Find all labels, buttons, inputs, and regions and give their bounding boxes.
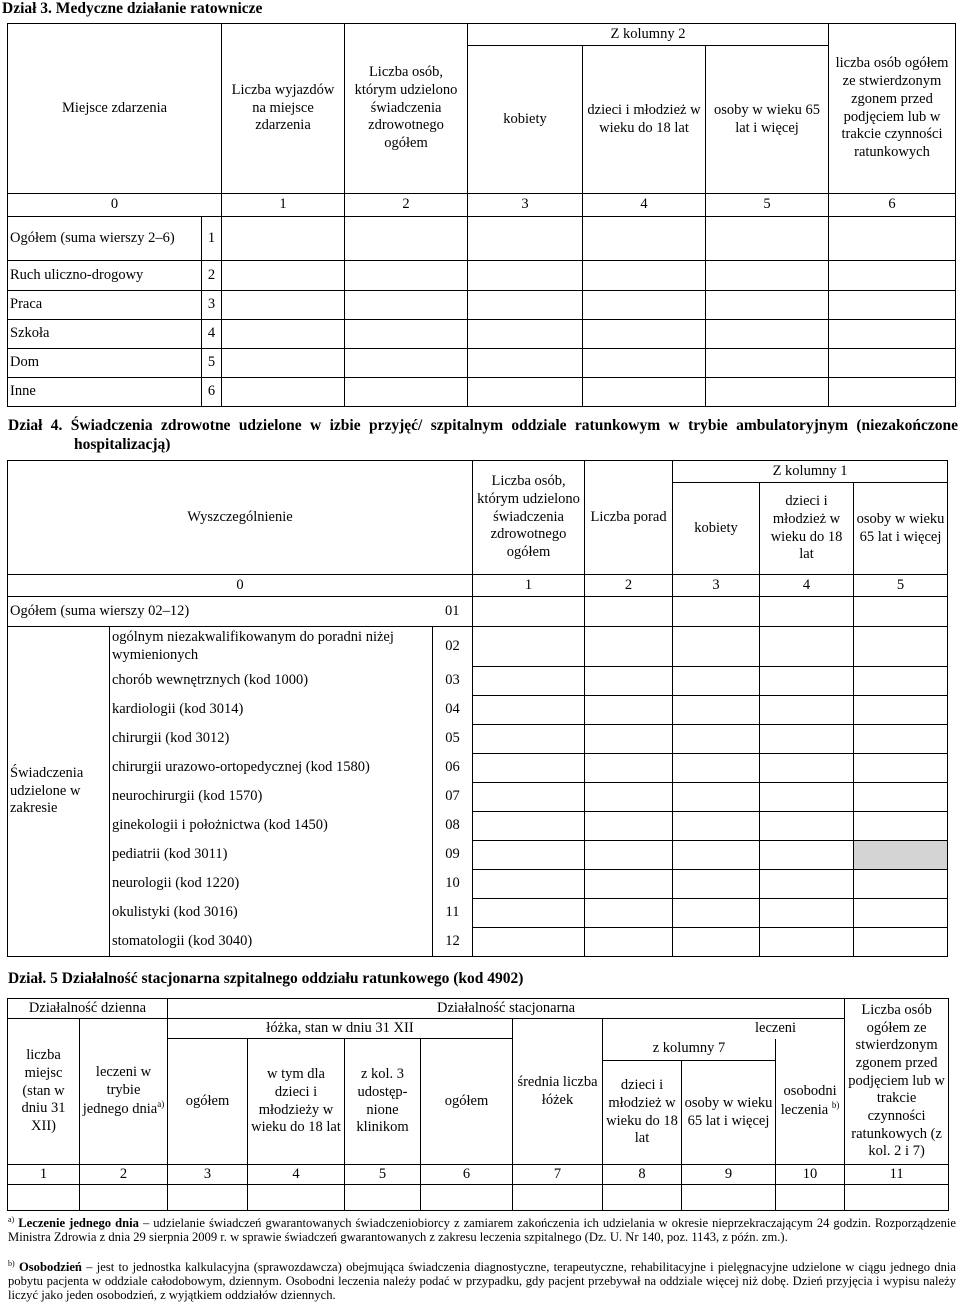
row-code: 06: [433, 754, 473, 783]
input-cell[interactable]: [468, 217, 583, 261]
input-cell[interactable]: [673, 870, 760, 899]
colnum: 4: [760, 575, 854, 597]
input-cell[interactable]: [673, 899, 760, 928]
input-cell[interactable]: [585, 899, 673, 928]
row-code: 02: [433, 627, 473, 667]
input-cell[interactable]: [473, 696, 585, 725]
input-cell[interactable]: [829, 349, 956, 378]
input-cell[interactable]: [473, 667, 585, 696]
group-label: Świadczenia udzielone w zakresie: [8, 627, 110, 957]
input-cell[interactable]: [585, 783, 673, 812]
input-cell[interactable]: [473, 783, 585, 812]
row-label: Praca: [8, 291, 202, 320]
input-cell[interactable]: [760, 812, 854, 841]
row-label: chirurgii urazowo-ortopedycznej (kod 1580): [110, 754, 433, 783]
input-cell[interactable]: [473, 754, 585, 783]
input-cell[interactable]: [468, 349, 583, 378]
input-cell[interactable]: [673, 627, 760, 667]
input-cell[interactable]: [854, 667, 948, 696]
section5-title: Dział. 5 Działalność stacjonarna szpitalnego oddziału ratunkowego (kod 4902): [8, 970, 524, 987]
row-label: neurologii (kod 1220): [110, 870, 433, 899]
input-cell[interactable]: [8, 1185, 80, 1211]
input-cell[interactable]: [673, 725, 760, 754]
input-cell[interactable]: [760, 754, 854, 783]
input-cell[interactable]: [583, 378, 706, 407]
input-cell[interactable]: [345, 349, 468, 378]
header-dzienna: Działalność dzienna: [8, 999, 168, 1019]
colnum: 3: [168, 1165, 248, 1185]
row-label: Ruch uliczno-drogowy: [8, 261, 202, 291]
input-cell[interactable]: [473, 841, 585, 870]
input-cell[interactable]: [345, 291, 468, 320]
input-cell[interactable]: [854, 928, 948, 957]
row-label: okulistyki (kod 3016): [110, 899, 433, 928]
input-cell[interactable]: [583, 291, 706, 320]
input-cell[interactable]: [222, 320, 345, 349]
input-cell[interactable]: [706, 320, 829, 349]
header-dzieci-lozka: w tym dla dzieci i młodzieży w wieku do 18 lat: [248, 1039, 345, 1165]
colnum: 4: [248, 1165, 345, 1185]
input-cell[interactable]: [829, 320, 956, 349]
input-cell[interactable]: [468, 261, 583, 291]
input-cell[interactable]: [473, 725, 585, 754]
input-cell[interactable]: [345, 261, 468, 291]
input-cell[interactable]: [829, 217, 956, 261]
row-code: 5: [202, 349, 222, 378]
colnum: 0: [8, 575, 473, 597]
colnum: 3: [468, 194, 583, 217]
header-leczeni: leczeni: [603, 1019, 949, 1039]
section3-title: Dział 3. Medyczne działanie ratownicze: [2, 0, 263, 17]
input-cell[interactable]: [673, 597, 760, 627]
row-code: 11: [433, 899, 473, 928]
input-cell[interactable]: [222, 349, 345, 378]
input-cell[interactable]: [760, 841, 854, 870]
input-cell[interactable]: [760, 597, 854, 627]
input-cell[interactable]: [829, 291, 956, 320]
colnum: 1: [222, 194, 345, 217]
row-label: Ogółem (suma wierszy 2–6): [8, 217, 202, 261]
input-cell[interactable]: [673, 696, 760, 725]
colnum: 5: [854, 575, 948, 597]
header-z-kolumny-1: Z kolumny 1: [673, 461, 948, 483]
input-cell[interactable]: [854, 783, 948, 812]
input-cell[interactable]: [513, 1185, 603, 1211]
colnum: 6: [829, 194, 956, 217]
disabled-cell: [854, 841, 948, 870]
header-z-kolumny-7: z kolumny 7: [603, 1039, 776, 1061]
row-code: 3: [202, 291, 222, 320]
row-code: 01: [433, 597, 473, 627]
input-cell[interactable]: [760, 696, 854, 725]
row-code: 12: [433, 928, 473, 957]
input-cell[interactable]: [760, 783, 854, 812]
input-cell[interactable]: [473, 597, 585, 627]
input-cell[interactable]: [829, 261, 956, 291]
header-kobiety: kobiety: [673, 483, 760, 575]
input-cell[interactable]: [760, 627, 854, 667]
row-label: stomatologii (kod 3040): [110, 928, 433, 957]
input-cell[interactable]: [345, 378, 468, 407]
row-label: kardiologii (kod 3014): [110, 696, 433, 725]
input-cell[interactable]: [222, 378, 345, 407]
input-cell[interactable]: [583, 261, 706, 291]
row-label: neurochirurgii (kod 1570): [110, 783, 433, 812]
header-stacjonarna: Działalność stacjonarna: [168, 999, 845, 1019]
header-zgony: Liczba osób ogółem ze stwierdzonym zgonem przed podjęciem lub w trakcie czynności ratunkowych (z kol. 2 i 7): [845, 999, 949, 1165]
input-cell[interactable]: [706, 217, 829, 261]
row-code: 1: [202, 217, 222, 261]
input-cell[interactable]: [80, 1185, 168, 1211]
input-cell[interactable]: [585, 841, 673, 870]
input-cell[interactable]: [222, 261, 345, 291]
input-cell[interactable]: [473, 627, 585, 667]
row-code: 03: [433, 667, 473, 696]
header-osoby: Liczba osób, którym udzielono świadczenia zdrowotnego ogółem: [345, 24, 468, 194]
header-lozka: łóżka, stan w dniu 31 XII: [168, 1019, 513, 1039]
row-label: chirurgii (kod 3012): [110, 725, 433, 754]
input-cell[interactable]: [585, 870, 673, 899]
section4-title: Dział 4. Świadczenia zdrowotne udzielone w izbie przyjęć/ szpitalnym oddziale ratunkowym w trybie ambulatoryjnym (niezakończone hospitalizacją): [8, 417, 958, 453]
row-label: chorób wewnętrznych (kod 1000): [110, 667, 433, 696]
input-cell[interactable]: [845, 1185, 949, 1211]
input-cell[interactable]: [673, 812, 760, 841]
row-label: ginekologii i położnictwa (kod 1450): [110, 812, 433, 841]
input-cell[interactable]: [706, 378, 829, 407]
colnum: 2: [585, 575, 673, 597]
header-starsi: osoby w wieku 65 lat i więcej: [682, 1061, 776, 1165]
input-cell[interactable]: [468, 320, 583, 349]
input-cell[interactable]: [854, 812, 948, 841]
input-cell[interactable]: [222, 217, 345, 261]
input-cell[interactable]: [583, 349, 706, 378]
colnum: 1: [473, 575, 585, 597]
row-label: Szkoła: [8, 320, 202, 349]
input-cell[interactable]: [760, 928, 854, 957]
input-cell[interactable]: [585, 754, 673, 783]
input-cell[interactable]: [706, 349, 829, 378]
header-osobodni: osobodni leczenia $^{b)}$: [776, 1039, 845, 1165]
header-porady: Liczba porad: [585, 461, 673, 575]
input-cell[interactable]: [603, 1185, 682, 1211]
input-cell[interactable]: [706, 291, 829, 320]
colnum: 11: [845, 1165, 949, 1185]
input-cell[interactable]: [854, 597, 948, 627]
header-kobiety: kobiety: [468, 46, 583, 194]
input-cell[interactable]: [829, 378, 956, 407]
header-srednia: średnia liczba łóżek: [513, 1019, 603, 1165]
section4-table: [7, 460, 948, 957]
input-cell[interactable]: [760, 725, 854, 754]
input-cell[interactable]: [776, 1185, 845, 1211]
row-code: 09: [433, 841, 473, 870]
input-cell[interactable]: [673, 841, 760, 870]
header-zgony: liczba osób ogółem ze stwierdzonym zgonem przed podjęciem lub w trakcie czynności ratunkowych: [829, 24, 956, 194]
header-dzieci: dzieci i młodzież w wieku do 18 lat: [583, 46, 706, 194]
header-wyszczegolnienie: Wyszczególnienie: [8, 461, 473, 575]
input-cell[interactable]: [168, 1185, 248, 1211]
colnum: 10: [776, 1165, 845, 1185]
header-dzieci: dzieci i młodzież w wieku do 18 lat: [760, 483, 854, 575]
input-cell[interactable]: [473, 928, 585, 957]
input-cell[interactable]: [468, 378, 583, 407]
header-ogolem-lozka: ogółem: [168, 1039, 248, 1165]
colnum: 5: [345, 1165, 421, 1185]
input-cell[interactable]: [473, 812, 585, 841]
input-cell[interactable]: [673, 783, 760, 812]
header-leczeni-jd: leczeni w trybie jednego dnia$^{a)}$: [80, 1019, 168, 1165]
row-label: Inne: [8, 378, 202, 407]
colnum: 0: [8, 194, 222, 217]
input-cell[interactable]: [583, 320, 706, 349]
input-cell[interactable]: [585, 627, 673, 667]
header-starsi: osoby w wieku 65 lat i więcej: [854, 483, 948, 575]
colnum: 7: [513, 1165, 603, 1185]
row-code: 07: [433, 783, 473, 812]
row-code: 4: [202, 320, 222, 349]
input-cell[interactable]: [682, 1185, 776, 1211]
input-cell[interactable]: [585, 667, 673, 696]
header-z-kolumny-2: Z kolumny 2: [468, 24, 829, 46]
input-cell[interactable]: [854, 696, 948, 725]
input-cell[interactable]: [706, 261, 829, 291]
header-osoby: Liczba osób, którym udzielono świadczenia zdrowotnego ogółem: [473, 461, 585, 575]
input-cell[interactable]: [854, 754, 948, 783]
row-code: 04: [433, 696, 473, 725]
colnum: 1: [8, 1165, 80, 1185]
colnum: 4: [583, 194, 706, 217]
input-cell[interactable]: [583, 217, 706, 261]
section5-table: [7, 998, 949, 1211]
colnum: 8: [603, 1165, 682, 1185]
header-miejsce: Miejsce zdarzenia: [8, 24, 222, 194]
input-cell[interactable]: [345, 320, 468, 349]
input-cell[interactable]: [673, 754, 760, 783]
colnum: 3: [673, 575, 760, 597]
input-cell[interactable]: [585, 597, 673, 627]
row-label: Dom: [8, 349, 202, 378]
footnote-b: $^{b)}$ Osobodzień – jest to jednostka kalkulacyjna (sprawozdawcza) obejmująca świadczenia diagnostyczne, terapeutyczne, rehabilitacyjne i pielęgnacyjne udzielone w ciągu jednego dnia pobytu pacjenta w oddziale całodobowym, dziennym. Osobodni leczenia należy podać w przypadku, gdy pacjent przebywał na oddziale więcej niż dobę. Dzień przyjęcia i wypisu należy liczyć jako jeden osobodzień, z wyjątkiem oddziałów dziennych.: [8, 1259, 956, 1303]
colnum: 6: [421, 1165, 513, 1185]
input-cell[interactable]: [345, 217, 468, 261]
colnum: 9: [682, 1165, 776, 1185]
input-cell[interactable]: [673, 928, 760, 957]
header-wyjazdy: Liczba wyjazdów na miejsce zdarzenia: [222, 24, 345, 194]
section3-table: [7, 23, 956, 407]
header-ogolem-leczeni: ogółem: [421, 1039, 513, 1165]
input-cell[interactable]: [473, 870, 585, 899]
row-code: 08: [433, 812, 473, 841]
row-code: 2: [202, 261, 222, 291]
row-label: pediatrii (kod 3011): [110, 841, 433, 870]
input-cell[interactable]: [222, 291, 345, 320]
row-code: 6: [202, 378, 222, 407]
input-cell[interactable]: [854, 870, 948, 899]
input-cell[interactable]: [585, 725, 673, 754]
input-cell[interactable]: [421, 1185, 513, 1211]
input-cell[interactable]: [585, 928, 673, 957]
input-cell[interactable]: [585, 812, 673, 841]
input-cell[interactable]: [854, 627, 948, 667]
input-cell[interactable]: [248, 1185, 345, 1211]
input-cell[interactable]: [854, 899, 948, 928]
colnum: 5: [706, 194, 829, 217]
header-udostepnione: z kol. 3 udostęp-nione klinikom: [345, 1039, 421, 1165]
input-cell[interactable]: [473, 899, 585, 928]
input-cell[interactable]: [760, 870, 854, 899]
header-dzieci: dzieci i młodzież w wieku do 18 lat: [603, 1061, 682, 1165]
input-cell[interactable]: [673, 667, 760, 696]
row-label: ogólnym niezakwalifikowanym do poradni niżej wymienionych: [110, 627, 433, 667]
footnote-a: $^{a)}$ Leczenie jednego dnia – udzielanie świadczeń gwarantowanych świadczeniobiorcy z zamiarem zakończenia ich udzielania w okresie nieprzekraczającym 24 godzin. Rozporządzenie Ministra Zdrowia z dnia 29 sierpnia 2009 r. w sprawie świadczeń gwarantowanych z zakresu leczenia szpitalnego (Dz. U. Nr 140, poz. 1143, z późn. zm.).: [8, 1215, 956, 1245]
input-cell[interactable]: [854, 725, 948, 754]
input-cell[interactable]: [760, 899, 854, 928]
row-label-total: Ogółem (suma wierszy 02–12): [8, 597, 433, 627]
input-cell[interactable]: [760, 667, 854, 696]
input-cell[interactable]: [345, 1185, 421, 1211]
row-code: 05: [433, 725, 473, 754]
colnum: 2: [345, 194, 468, 217]
input-cell[interactable]: [585, 696, 673, 725]
row-code: 10: [433, 870, 473, 899]
header-miejsc: liczba miejsc (stan w dniu 31 XII): [8, 1019, 80, 1165]
input-cell[interactable]: [468, 291, 583, 320]
colnum: 2: [80, 1165, 168, 1185]
header-starsi: osoby w wieku 65 lat i więcej: [706, 46, 829, 194]
